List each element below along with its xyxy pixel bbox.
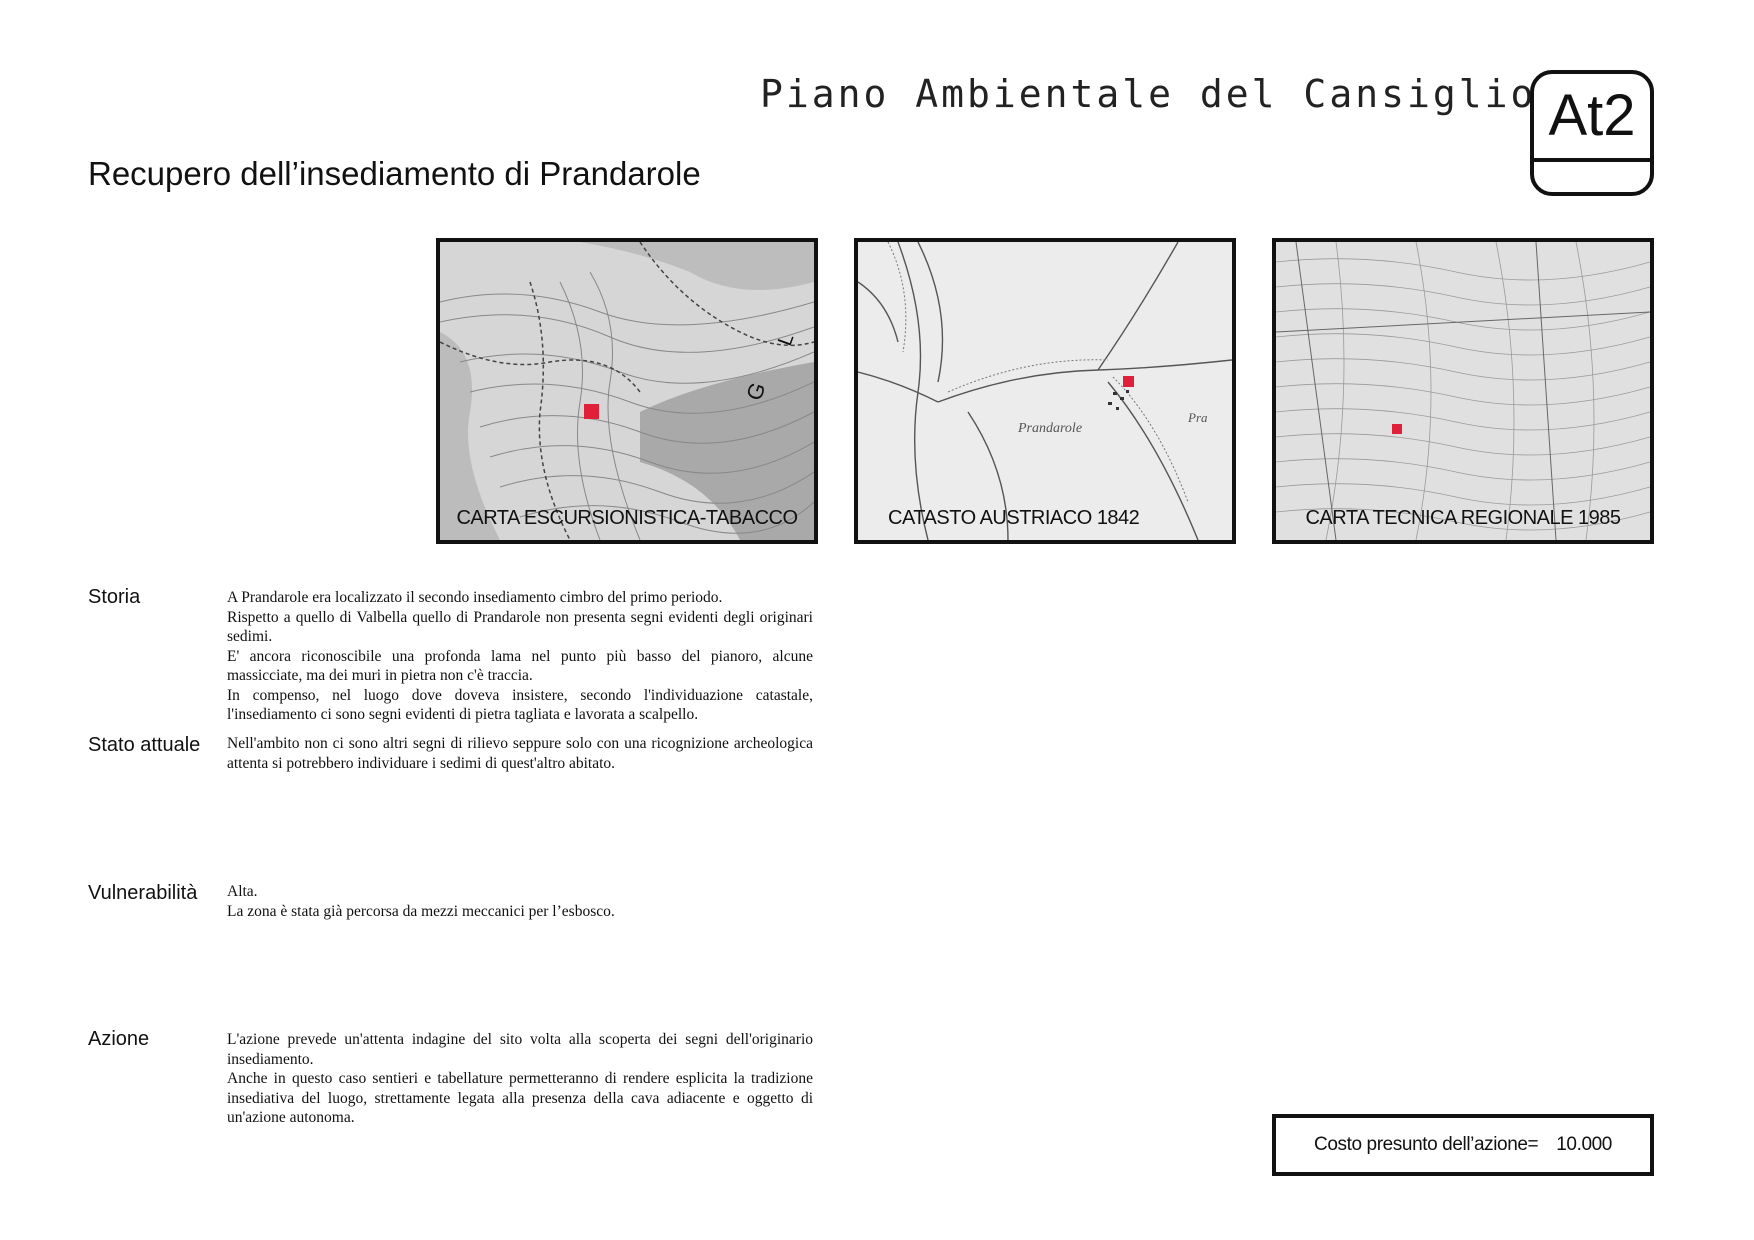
section-vulnerabilita-label: Vulnerabilità [88, 882, 198, 904]
cost-box [1272, 1114, 1654, 1176]
storia-paragraph: Rispetto a quello di Valbella quello di Prandarole non presenta segni evidenti degli originari sedimi. [227, 608, 813, 645]
storia-paragraph: E' ancora riconoscibile una profonda lama nel punto più basso del pianoro, alcune massicciate, ma dei muri in pietra non c'è traccia. [227, 647, 813, 684]
map-catasto-marker [1123, 376, 1134, 387]
azione-paragraph: L'azione prevede un'attenta indagine del sito volta alla scoperta dei segni dell'originario insediamento. [227, 1031, 813, 1068]
section-vulnerabilita-text [227, 882, 813, 921]
stato-attuale-paragraph: Nell'ambito non ci sono altri segni di rilievo seppure solo con una ricognizione archeologica attenta si potrebbero individuare i sedimi di quest'altro abitato. [227, 735, 813, 772]
svg-text:L: L [774, 330, 799, 349]
vulnerabilita-paragraph: La zona è stata già percorsa da mezzi meccanici per l’esbosco. [227, 902, 615, 920]
section-storia-text [227, 588, 813, 725]
page-title: Recupero dell’insediamento di Prandarole [88, 155, 701, 192]
map-ctr-marker [1392, 424, 1402, 434]
map-tabacco-drawing [440, 242, 814, 540]
svg-text:G: G [741, 379, 771, 404]
svg-text:Pra: Pra [1188, 410, 1208, 425]
section-stato-attuale-text [227, 734, 813, 773]
map-catasto-caption: CATASTO AUSTRIACO 1842 [888, 507, 1140, 529]
cost-value: 10.000 [1556, 1134, 1612, 1155]
sheet-code-divider [1534, 158, 1650, 162]
section-azione-text [227, 1030, 813, 1128]
storia-paragraph: In compenso, nel luogo dove doveva insistere, secondo l'individuazione catastale, l'insediamento ci sono segni evidenti di pietra tagliata e lavorata a scalpello. [227, 686, 813, 723]
sheet-code: At2 [1548, 83, 1636, 148]
map-tabacco-marker [584, 404, 599, 419]
section-stato-attuale-label: Stato attuale [88, 734, 201, 756]
cost-label: Costo presunto dell’azione= [1314, 1134, 1539, 1155]
map-catasto [854, 238, 1236, 544]
map-ctr-caption: CARTA TECNICA REGIONALE 1985 [1305, 507, 1621, 529]
azione-paragraph: Anche in questo caso sentieri e tabellature permetteranno di rendere esplicita la tradizione insediativa del luogo, strettamente legata alla presenza della cava adiacente e oggetto di un'azione autonoma. [227, 1070, 813, 1126]
header-title: Piano Ambientale del Cansiglio [760, 72, 1537, 116]
storia-paragraph: A Prandarole era localizzato il secondo insediamento cimbro del primo periodo. [227, 589, 723, 606]
sheet-code-box [1530, 70, 1654, 196]
vulnerabilita-paragraph: Alta. [227, 883, 258, 900]
map-tabacco-caption: CARTA ESCURSIONISTICA-TABACCO [456, 507, 798, 529]
section-azione-label: Azione [88, 1028, 150, 1050]
map-catasto-drawing [858, 242, 1232, 540]
map-ctr [1272, 238, 1654, 544]
map-ctr-drawing [1276, 242, 1650, 540]
map-tabacco [436, 238, 818, 544]
svg-text:Prandarole: Prandarole [1018, 421, 1083, 436]
section-storia-label: Storia [88, 586, 141, 608]
